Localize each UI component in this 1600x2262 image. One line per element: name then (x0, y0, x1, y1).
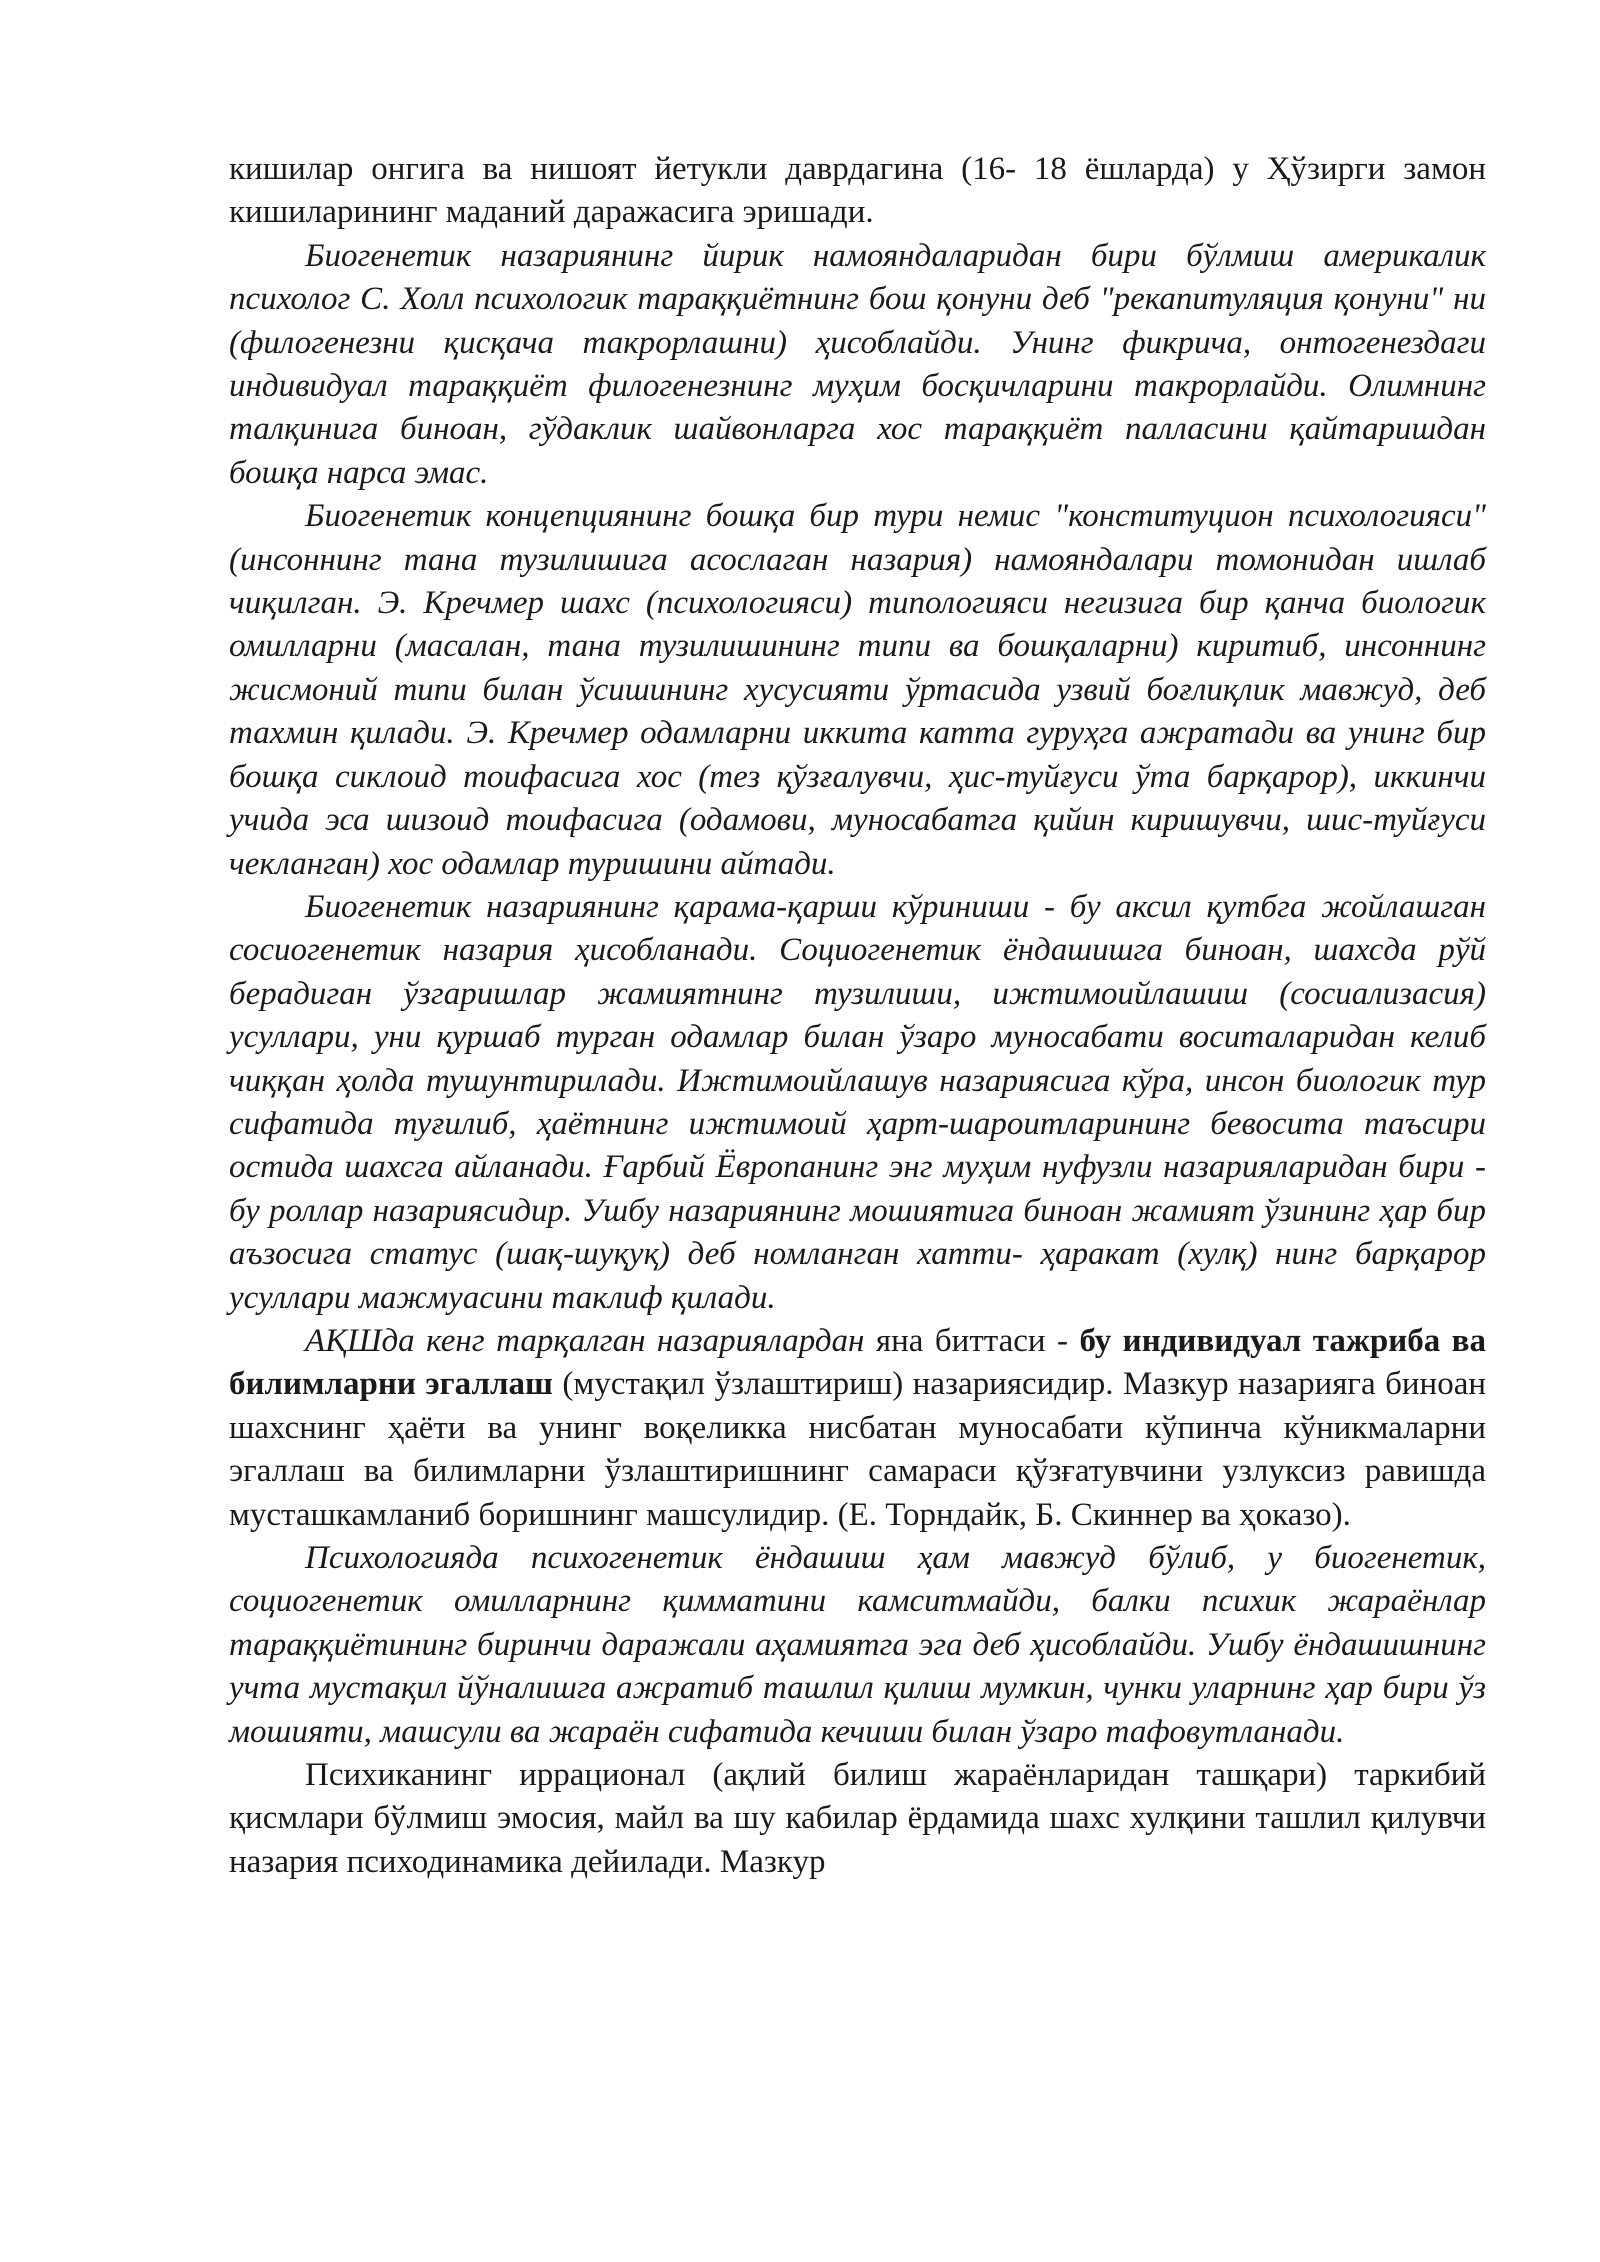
document-page (229, 148, 1486, 1884)
paragraph-4-text: Биогенетик назариянинг қарама-қарши кўриниши - бу аксил қутбга жойлашган сосиогенетик назария ҳисобланади. Социогенетик ёндашишга биноан, шахсда рўй берадиган ўзгаришлар жамиятнинг тузилиши, ижтимоийлашиш (сосиализасия) усуллари, уни қуршаб турган одамлар билан ўзаро муносабати воситаларидан келиб чиққан ҳолда тушунтирилади. Ижтимоийлашув назариясига кўра, инсон биологик тур сифатида туғилиб, ҳаётнинг ижтимоий ҳарт-шароитларининг бевосита таъсири остида шахсга айланади. Ғарбий Ёвропанинг энг муҳим нуфузли назарияларидан бири - бу роллар назариясидир. Ушбу назариянинг мошиятига биноан жамият ўзининг ҳар бир аъзосига статус (шақ-шуқуқ) деб номланган хатти- ҳаракат (хулқ) нинг барқарор усуллари мажмуасини таклиф қилади. (229, 888, 1486, 1316)
paragraph-2 (229, 235, 1486, 495)
paragraph-1-text: кишилар онгига ва нишоят йетукли даврдагина (16- 18 ёшларда) у Ҳўзирги замон кишиларининг маданий даражасига эришади. (229, 151, 1486, 231)
paragraph-5 (229, 1320, 1486, 1537)
paragraph-5-run-3: бу индивидуал тажриба ва билимларни эгаллаш (229, 1322, 1486, 1403)
paragraph-7 (229, 1754, 1486, 1884)
paragraph-7-text: Психиканинг иррационал (ақлий билиш жараёнларидан ташқари) таркибий қисмлари бўлмиш эмосия, майл ва шу кабилар ёрдамида шахс хулқини ташлил қилувчи назария психодинамика дейилади. Мазкур (229, 1757, 1486, 1880)
paragraph-3-text: Биогенетик концепциянинг бошқа бир тури немис "конституцион психологияси" (инсоннинг тана тузилишига асослаган назария) намояндалари томонидан ишлаб чиқилган. Э. Кречмер шахс (психологияси) типологияси негизига бир қанча биологик омилларни (масалан, тана тузилишининг типи ва бошқаларни) киритиб, инсоннинг жисмоний типи билан ўсишининг хусусияти ўртасида узвий боғлиқлик мавжуд, деб тахмин қилади. Э. Кречмер одамларни иккита катта гуруҳга ажратади ва унинг бир бошқа сиклоид тоифасига хос (тез қўзғалувчи, ҳис-туйғуси ўта барқарор), иккинчи учида эса шизоид тоифасига (одамови, муносабатга қийин киришувчи, шис-туйғуси чекланган) хос одамлар туришини айтади. (229, 498, 1486, 882)
paragraph-6-text: Психологияда психогенетик ёндашиш ҳам мавжуд бўлиб, у биогенетик, социогенетик омилларнинг қимматини камситмайди, балки психик жараёнлар тараққиётининг биринчи даражали аҳамиятга эга деб ҳисоблайди. Ушбу ёндашишнинг учта мустақил йўналишга ажратиб ташлил қилиш мумкин, чунки уларнинг ҳар бири ўз мошияти, машсули ва жараён сифатида кечиши билан ўзаро тафовутланади. (229, 1540, 1486, 1750)
paragraph-5-run-1: АҚШда кенг тарқалган назариялардан (305, 1322, 865, 1359)
paragraph-4 (229, 886, 1486, 1320)
paragraph-5-run-4: (мустақил ўзлаштириш) назариясидир. Мазкур назарияга биноан шахснинг ҳаёти ва унинг воқеликка нисбатан муносабати кўпинча кўникмаларни эгаллаш ва билимларни ўзлаштиришнинг самараси қўзғатувчини узлуксиз равишда мусташкамланиб боришнинг машсулидир. (Е. Торндайк, Б. Скиннер ва ҳоказо). (229, 1366, 1486, 1533)
paragraph-6 (229, 1537, 1486, 1754)
paragraph-5-run-2: яна биттаси - (864, 1322, 1080, 1359)
paragraph-3 (229, 495, 1486, 886)
paragraph-1 (229, 148, 1486, 235)
paragraph-2-text: Биогенетик назариянинг йирик намояндаларидан бири бўлмиш америкалик психолог С. Холл психологик тараққиётнинг бош қонуни деб "рекапитуляция қонуни" ни (филогенезни қисқача такрорлашни) ҳисоблайди. Унинг фикрича, онтогенездаги индивидуал тараққиёт филогенезнинг муҳим босқичларини такрорлайди. Олимнинг талқинига биноан, гўдаклик шайвонларга хос тараққиёт палласини қайтаришдан бошқа нарса эмас. (229, 237, 1486, 491)
